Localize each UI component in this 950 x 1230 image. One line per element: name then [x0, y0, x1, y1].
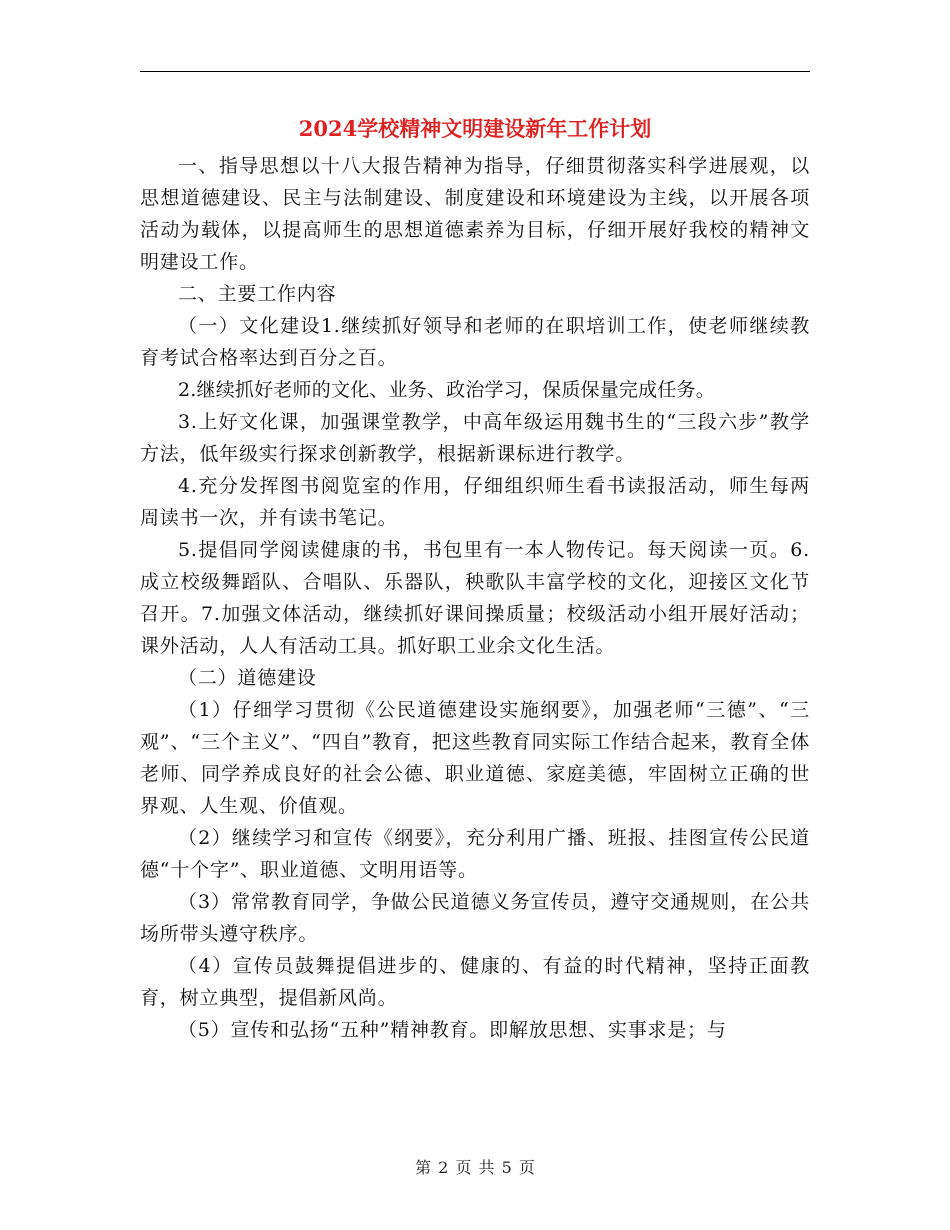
paragraph-moral-5: （5）宣传和弘扬“五种”精神教育。即解放思想、实事求是；与 [178, 1019, 727, 1041]
paragraph-moral-3: （3）常常教育同学，争做公民道德义务宣传员，遵守交通规则，在公共场所带头遵守秩序。 [140, 891, 810, 945]
section-heading-moral: （二）道德建设 [178, 667, 317, 689]
paragraph-culture-5-7: 5.提倡同学阅读健康的书，书包里有一本人物传记。每天阅读一页。6.成立校级舞蹈队、合唱队、乐器队，秧歌队丰富学校的文化，迎接区文化节召开。7.加强文体活动，继续抓好课间操质量；校级活动小组开展好活动；课外活动，人人有活动工具。抓好职工业余文化生活。 [140, 539, 810, 657]
paragraph-moral-2: （2）继续学习和宣传《纲要》，充分利用广播、班报、挂图宣传公民道德“十个字”、职业道德、文明用语等。 [140, 827, 810, 881]
header-rule [140, 71, 810, 72]
paragraph-culture-3: 3.上好文化课，加强课堂教学，中高年级运用魏书生的“三段六步”教学方法，低年级实行探求创新教学，根据新课标进行教学。 [140, 411, 810, 465]
document-body [140, 150, 810, 1046]
document-title: 2024学校精神文明建设新年工作计划 [298, 116, 652, 141]
paragraph-moral-4: （4）宣传员鼓舞提倡进步的、健康的、有益的时代精神，坚持正面教育，树立典型，提倡新风尚。 [140, 955, 810, 1009]
page-number-footer: 第 2 页 共 5 页 [415, 1158, 535, 1177]
paragraph-moral-1: （1）仔细学习贯彻《公民道德建设实施纲要》，加强老师“三德”、“三观”、“三个主义”、“四自”教育，把这些教育同实际工作结合起来，教育全体老师、同学养成良好的社会公德、职业道德、家庭美德，牢固树立正确的世界观、人生观、价值观。 [140, 699, 810, 817]
paragraph-culture-1: （一）文化建设1.继续抓好领导和老师的在职培训工作，使老师继续教育考试合格率达到百分之百。 [140, 315, 810, 369]
paragraph-culture-2: 2.继续抓好老师的文化、业务、政治学习，保质保量完成任务。 [178, 379, 715, 401]
section-heading-main-work: 二、主要工作内容 [178, 283, 337, 305]
paragraph-culture-4: 4.充分发挥图书阅览室的作用，仔细组织师生看书读报活动，师生每两周读书一次，并有读书笔记。 [140, 475, 810, 529]
paragraph-guiding-ideology: 一、指导思想以十八大报告精神为指导，仔细贯彻落实科学进展观，以思想道德建设、民主与法制建设、制度建设和环境建设为主线，以开展各项活动为载体，以提高师生的思想道德素养为目标，仔细开展好我校的精神文明建设工作。 [140, 155, 810, 273]
